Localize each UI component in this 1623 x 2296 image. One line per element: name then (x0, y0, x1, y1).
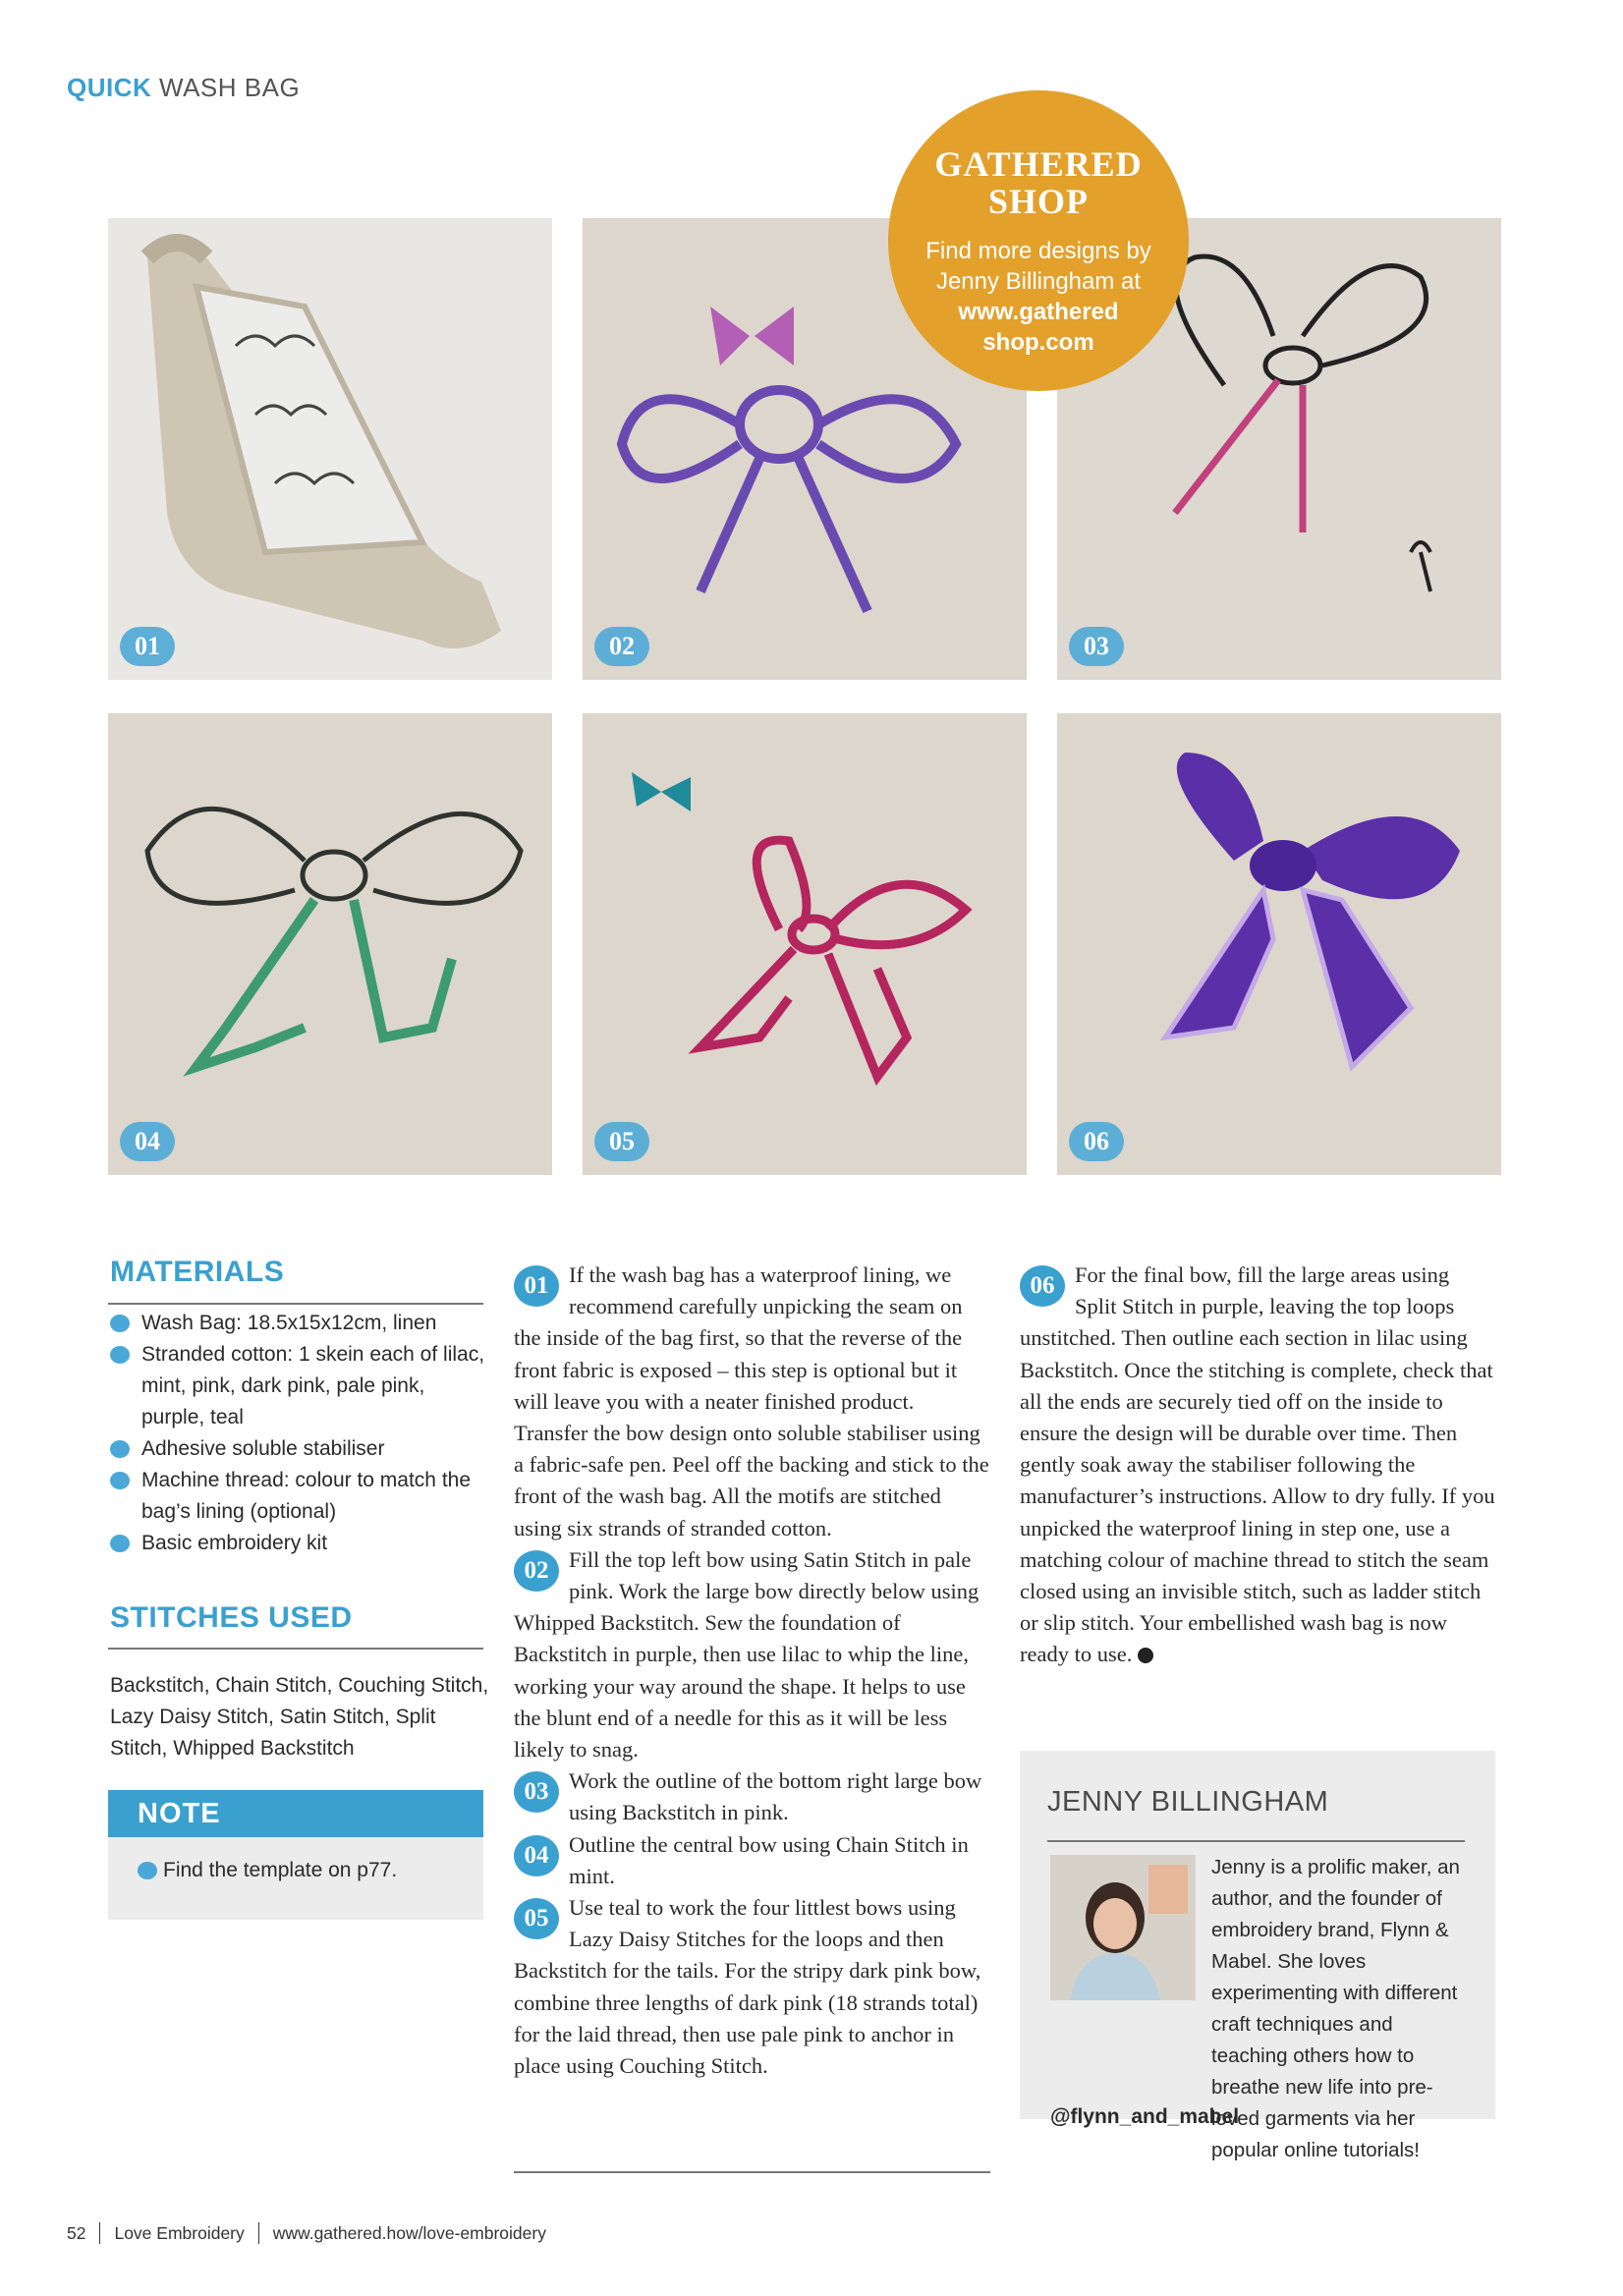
photo-04 (108, 713, 552, 1175)
photo-number: 04 (120, 1122, 175, 1161)
step-03 (514, 1765, 990, 1828)
page-footer (67, 2222, 546, 2244)
bullet-icon (110, 1346, 130, 1364)
step-text: Use teal to work the four littlest bows using Lazy Daisy Stitches for the loops and then Backstitch for the tails. For the stripy dark pink bow, combine three lengths of dark pink (18 strands total) for the laid thread, then use pale pink to anchor in place using Couching Stitch. (514, 1895, 981, 2079)
page-number: 52 (67, 2223, 86, 2243)
materials-list (110, 1308, 493, 1559)
bio-text-block: Jenny is a prolific maker, an author, and the founder of embroidery brand, Flynn & Mabel. She loves experimenting with different craft techniques and teaching others how to breathe new life into pre-loved garments via her popular online tutorials! (1211, 1856, 1460, 2161)
step-number: 04 (514, 1835, 559, 1876)
photo-05 (583, 713, 1027, 1175)
shop-text-line1: Find more designs by (925, 238, 1151, 264)
materials-item: Stranded cotton: 1 skein each of lilac, mint, pink, dark pink, pale pink, purple, teal (110, 1339, 493, 1433)
bullet-icon (110, 1535, 130, 1552)
photo-01 (108, 218, 552, 680)
photo-number: 01 (120, 627, 175, 666)
step-text: For the final bow, fill the large areas using Split Stitch in purple, leaving the top loops unstitched. Then outline each section in lilac using Backstitch. Once the stitching is complete, check that all the ends are securely tied off on the inside to ensure the design will be durable over time. Then gently soak away the stabiliser following the manufacturer’s instructions. Allow to dry fully. If you unpicked the waterproof lining in step one, use a matching colour of machine thread to stitch the seam closed using an invisible stitch, such as ladder stitch or slip stitch. Your embellished wash bag is now ready to use. (1020, 1262, 1495, 1667)
step-number: 05 (514, 1898, 559, 1939)
step-number: 01 (514, 1265, 559, 1307)
step-06 (1020, 1260, 1496, 1671)
photo-number: 02 (594, 627, 649, 666)
photo-number: 05 (594, 1122, 649, 1161)
shop-text (918, 236, 1159, 358)
footer-separator (258, 2222, 259, 2244)
shop-title-line2: SHOP (987, 182, 1089, 221)
instructions-column-1 (514, 1260, 990, 2082)
footer-url[interactable]: www.gathered.how/love-embroidery (272, 2223, 546, 2243)
author-name: JENNY BILLINGHAM (1047, 1786, 1329, 1818)
note-item: Find the template on p77. (138, 1859, 397, 1882)
bullet-icon (138, 1862, 157, 1879)
step-04 (514, 1829, 990, 1892)
stitches-text: Backstitch, Chain Stitch, Couching Stitch, Lazy Daisy Stitch, Satin Stitch, Split Stitch, Whipped Backstitch (110, 1674, 489, 1760)
materials-item: Basic embroidery kit (110, 1528, 493, 1559)
shop-url-line1[interactable]: www.gathered (958, 299, 1119, 325)
stitches-divider (108, 1648, 483, 1650)
step-05 (514, 1892, 990, 2082)
shop-title (888, 145, 1189, 220)
materials-heading: MATERIALS (110, 1256, 285, 1288)
step-number: 02 (514, 1550, 559, 1592)
instructions-column-2 (1020, 1260, 1496, 1671)
bullet-icon (110, 1440, 130, 1458)
magazine-name: Love Embroidery (114, 2223, 245, 2243)
bullet-icon (110, 1472, 130, 1489)
step-text: If the wash bag has a waterproof lining, we recommend carefully unpicking the seam on the inside of the bag first, so that the reverse of the front fabric is exposed – this step is optional but it will leave you with a neater finished product. Transfer the bow design onto soluble stabiliser using a fabric-safe pen. Peel off the backing and stick to the front of the wash bag. All the motifs are stitched using six strands of stranded cotton. (514, 1262, 989, 1540)
shop-url-line2[interactable]: shop.com (982, 329, 1094, 356)
step-01 (514, 1260, 990, 1544)
gathered-shop-badge (888, 90, 1189, 391)
step-02 (514, 1544, 990, 1765)
materials-item: Wash Bag: 18.5x15x12cm, linen (110, 1308, 493, 1339)
step-text: Work the outline of the bottom right large bow using Backstitch in pink. (569, 1768, 982, 1825)
end-mark-icon (1138, 1648, 1153, 1663)
section-label: QUICK (67, 73, 152, 102)
materials-item: Machine thread: colour to match the bag’s lining (optional) (110, 1465, 493, 1528)
bullet-icon (110, 1315, 130, 1332)
note-heading: NOTE (108, 1790, 483, 1837)
step-text: Outline the central bow using Chain Stitch in mint. (569, 1831, 969, 1888)
step-number: 03 (514, 1771, 559, 1813)
footer-separator (99, 2222, 100, 2244)
step-number: 06 (1020, 1265, 1065, 1307)
bio-divider (1047, 1840, 1465, 1842)
step-text: Fill the top left bow using Satin Stitch in pale pink. Work the large bow directly below using Whipped Backstitch. Sew the foundation of Backstitch in purple, then use lilac to whip the line, working your way around the shape. It helps to use the blunt end of a needle for this as it will be less likely to snag. (514, 1546, 979, 1763)
shop-text-line2: Jenny Billingham at (935, 268, 1142, 295)
photo-number: 03 (1069, 627, 1124, 666)
photo-06 (1057, 713, 1501, 1175)
stitches-heading: STITCHES USED (110, 1601, 353, 1634)
materials-item: Adhesive soluble stabiliser (110, 1433, 493, 1465)
materials-divider (108, 1303, 483, 1305)
shop-title-line1: GATHERED (934, 144, 1143, 184)
section-title: WASH BAG (159, 73, 301, 102)
photo-number: 06 (1069, 1122, 1124, 1161)
column-divider (514, 2171, 990, 2173)
author-handle[interactable]: @flynn_and_mabel (1050, 2105, 1240, 2128)
section-header (67, 73, 300, 103)
